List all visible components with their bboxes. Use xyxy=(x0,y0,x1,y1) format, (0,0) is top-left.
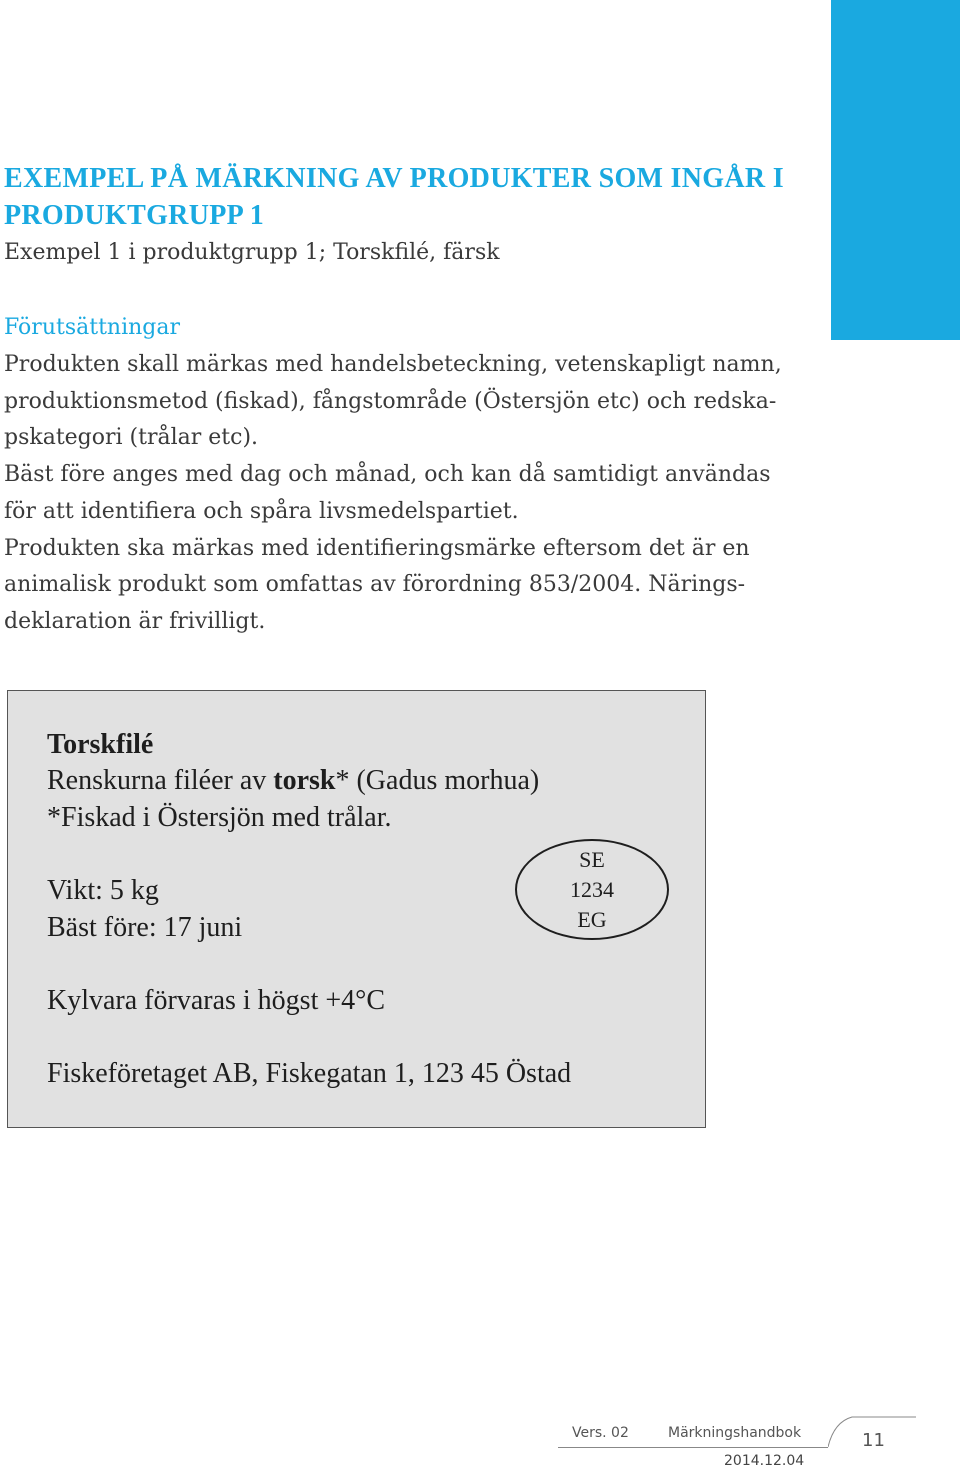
id-mark-country: SE xyxy=(579,846,605,872)
body-line: för att identifiera och spåra livsmedelspartiet. xyxy=(4,498,519,524)
label-catch-note: *Fiskad i Östersjön med trålar. xyxy=(47,802,392,833)
label-best-before: Bäst före: 17 juni xyxy=(47,912,243,943)
body-line: deklaration är frivilligt. xyxy=(4,608,266,634)
heading-line-2: PRODUKTGRUPP 1 xyxy=(4,200,265,231)
body-line: Bäst före anges med dag och månad, och kan då samtidigt användas xyxy=(4,462,771,488)
identification-mark-oval xyxy=(515,839,669,940)
page-number: 11 xyxy=(862,1430,885,1451)
label-weight: Vikt: 5 kg xyxy=(47,875,159,906)
body-line: produktionsmetod (fiskad), fångstområde (Östersjön etc) och redska- xyxy=(4,388,777,414)
section-title: Förutsättningar xyxy=(4,315,181,340)
label-species-name: torsk xyxy=(273,765,336,796)
footer-divider xyxy=(558,1447,828,1448)
body-line: Produkten ska märkas med identifieringsmärke eftersom det är en xyxy=(4,535,750,561)
heading-line-1: EXEMPEL PÅ MÄRKNING AV PRODUKTER SOM INGÅR I xyxy=(4,163,784,194)
body-paragraph xyxy=(4,347,819,641)
label-company: Fiskeföretaget AB, Fiskegatan 1, 123 45 Östad xyxy=(47,1058,572,1089)
label-storage: Kylvara förvaras i högst +4°C xyxy=(47,985,386,1016)
footer-date: 2014.12.04 xyxy=(724,1453,805,1469)
example-product-label xyxy=(7,690,706,1128)
example-subtitle: Exempel 1 i produktgrupp 1; Torskfilé, färsk xyxy=(4,240,500,265)
body-line: animalisk produkt som omfattas av förordning 853/2004. Närings- xyxy=(4,572,746,598)
label-product-name: Torskfilé xyxy=(47,729,154,760)
label-description xyxy=(47,764,539,798)
body-line: pskategori (trålar etc). xyxy=(4,425,259,451)
label-description-pre: Renskurna filéer av xyxy=(47,765,274,796)
id-mark-region: EG xyxy=(577,906,607,932)
id-mark-number: 1234 xyxy=(570,876,614,902)
label-description-post: * (Gadus morhua) xyxy=(335,765,540,796)
body-line: Produkten skall märkas med handelsbeteckning, vetenskapligt namn, xyxy=(4,352,782,377)
page-heading xyxy=(4,160,824,234)
footer-book-title: Märkningshandbok xyxy=(668,1425,802,1441)
footer-version: Vers. 02 xyxy=(572,1425,629,1441)
accent-side-bar xyxy=(831,0,960,340)
